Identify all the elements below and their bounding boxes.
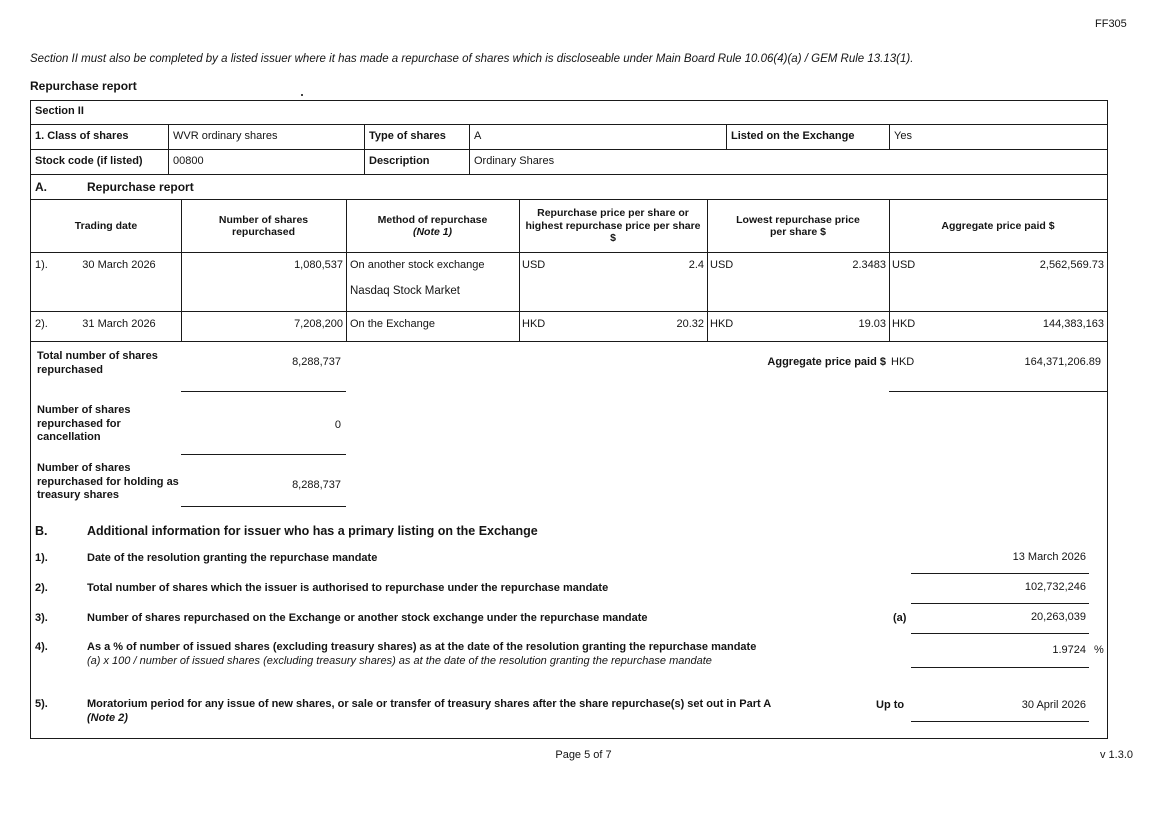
- type-of-shares-label: Type of shares: [369, 130, 446, 142]
- field-underline: [911, 573, 1089, 574]
- moratorium-note: (Note 2): [87, 712, 128, 724]
- col-header-method-note: (Note 1): [412, 226, 453, 238]
- moratorium-value: 30 April 2026: [1021, 699, 1086, 711]
- price-value: 2.4: [688, 259, 704, 271]
- sectionA-heading: Repurchase report: [87, 180, 194, 194]
- lowest-currency: USD: [710, 259, 734, 271]
- price-currency: USD: [522, 259, 546, 271]
- trading-date-cell: 30 March 2026: [82, 259, 156, 271]
- col-header-method-line1: Method of repurchase: [377, 213, 488, 226]
- description-value: Ordinary Shares: [474, 155, 555, 167]
- aggregate-paid-label: Aggregate price paid $: [767, 356, 886, 368]
- percent-issued-shares-formula: (a) x 100 / number of issued shares (excluding treasury shares) as at the date of the resolution granting the repurchase mandate: [87, 655, 712, 667]
- aggregate-currency: HKD: [892, 318, 916, 330]
- sectionB-letter: B.: [35, 524, 48, 538]
- divider: [469, 150, 470, 174]
- section2-header-row: [31, 101, 1107, 125]
- divider: [168, 150, 169, 174]
- method-cell-line1: On the Exchange: [350, 318, 436, 330]
- divider: [364, 150, 365, 174]
- treasury-label: Number of shares repurchased for holding as treasury shares: [37, 462, 179, 501]
- method-cell-line2: Nasdaq Stock Market: [350, 285, 460, 297]
- repurchased-under-mandate-label: Number of shares repurchased on the Exchange or another stock exchange under the repurchase mandate: [87, 612, 648, 624]
- table-row: [31, 253, 1107, 312]
- version-label: v 1.3.0: [1099, 749, 1133, 761]
- class-of-shares-row: [31, 125, 1107, 150]
- table-header-row: [31, 200, 1107, 253]
- col-header-lowest: Lowest repurchase price per share $: [736, 213, 860, 238]
- trading-date-cell: 31 March 2026: [82, 318, 156, 330]
- item-number: 3).: [35, 612, 48, 624]
- lowest-currency: HKD: [710, 318, 734, 330]
- field-underline: [911, 667, 1089, 668]
- authorised-shares-label: Total number of shares which the issuer is authorised to repurchase under the repurchase mandate: [87, 582, 609, 594]
- aggregate-paid-currency: HKD: [891, 356, 915, 368]
- ref-a-marker: (a): [893, 612, 907, 624]
- class-of-shares-label: 1. Class of shares: [35, 130, 129, 142]
- item-number: 4).: [35, 641, 48, 653]
- divider: [346, 253, 347, 311]
- total-shares-value: 8,288,737: [292, 356, 341, 368]
- stock-code-row: [31, 150, 1107, 175]
- item-number: 1).: [35, 552, 48, 564]
- price-cell: [519, 318, 707, 330]
- divider: [469, 125, 470, 149]
- moratorium-label: Moratorium period for any issue of new shares, or sale or transfer of treasury shares after the share repurchase(s) set out in Part A: [87, 698, 772, 710]
- class-of-shares-value: WVR ordinary shares: [173, 130, 278, 142]
- cancellation-value: 0: [334, 419, 341, 431]
- shares-repurchased-cell: 1,080,537: [294, 259, 343, 271]
- stock-code-value: 00800: [173, 155, 204, 167]
- lowest-value: 19.03: [858, 318, 886, 330]
- divider: [168, 125, 169, 149]
- lowest-value: 2.3483: [852, 259, 886, 271]
- page-title: Repurchase report: [30, 79, 137, 93]
- listed-on-exchange-value: Yes: [894, 130, 912, 142]
- authorised-shares-value: 102,732,246: [1024, 581, 1086, 593]
- resolution-date-value: 13 March 2026: [1012, 551, 1086, 563]
- percent-issued-shares-label: As a % of number of issued shares (excluding treasury shares) as at the date of the resolution granting the repurchase mandate: [87, 641, 757, 653]
- stray-dot: [301, 94, 303, 96]
- treasury-underline: [181, 506, 346, 507]
- divider: [726, 125, 727, 149]
- field-underline: [911, 633, 1089, 634]
- listed-on-exchange-label: Listed on the Exchange: [731, 130, 855, 142]
- shares-repurchased-cell: 7,208,200: [294, 318, 343, 330]
- field-underline: [911, 603, 1089, 604]
- total-shares-label: Total number of shares repurchased: [37, 350, 158, 376]
- sectionB-heading: Additional information for issuer who has a primary listing on the Exchange: [87, 524, 538, 538]
- col-header-price: Repurchase price per share or highest repurchase price per share $: [525, 207, 701, 245]
- col-header-shares: Number of shares repurchased: [218, 213, 309, 238]
- table-row: [31, 312, 1107, 342]
- col-header-aggregate: Aggregate price paid $: [941, 219, 1055, 232]
- field-underline: [911, 721, 1089, 722]
- percent-sign: %: [1094, 644, 1104, 656]
- item-number: 2).: [35, 582, 48, 594]
- aggregate-value: 2,562,569.73: [1039, 259, 1104, 271]
- up-to-label: Up to: [876, 699, 905, 711]
- cancellation-underline: [181, 454, 346, 455]
- price-cell: [519, 259, 707, 271]
- price-currency: HKD: [522, 318, 546, 330]
- lowest-price-cell: [707, 318, 889, 330]
- lowest-price-cell: [707, 259, 889, 271]
- price-value: 20.32: [676, 318, 704, 330]
- aggregate-value: 144,383,163: [1042, 318, 1104, 330]
- aggregate-currency: USD: [892, 259, 916, 271]
- col-header-method: [346, 200, 519, 252]
- sectionA-heading-row: [31, 175, 1107, 200]
- resolution-date-label: Date of the resolution granting the repurchase mandate: [87, 552, 378, 564]
- section2-header: Section II: [35, 105, 84, 117]
- item-number: 5).: [35, 698, 48, 710]
- cancellation-label: Number of shares repurchased for cancellation: [37, 404, 131, 443]
- sectionA-letter: A.: [35, 180, 47, 194]
- page-number: Page 5 of 7: [555, 749, 612, 761]
- aggregate-paid-value: 164,371,206.89: [1024, 356, 1101, 368]
- treasury-value: 8,288,737: [292, 479, 341, 491]
- aggregate-cell: [889, 318, 1107, 330]
- form-code: FF305: [1095, 18, 1127, 30]
- repurchased-under-mandate-value: 20,263,039: [1030, 611, 1086, 623]
- col-header-trading-date: Trading date: [74, 219, 138, 232]
- divider: [364, 125, 365, 149]
- method-cell-line1: On another stock exchange: [350, 259, 485, 271]
- divider: [346, 312, 347, 341]
- row-number: 2).: [35, 318, 48, 330]
- description-label: Description: [369, 155, 430, 167]
- aggregate-cell: [889, 259, 1107, 271]
- divider: [889, 125, 890, 149]
- stock-code-label: Stock code (if listed): [35, 155, 143, 167]
- intro-note: Section II must also be completed by a listed issuer where it has made a repurchase of shares which is discloseable under Main Board Rule 10.06(4)(a) / GEM Rule 13.13(1).: [30, 53, 914, 65]
- row-number: 1).: [35, 259, 48, 271]
- percent-issued-shares-value: 1.9724: [1052, 644, 1086, 656]
- repurchase-form-table: [30, 100, 1108, 739]
- total-shares-underline: [181, 391, 346, 392]
- aggregate-paid-underline: [889, 391, 1107, 392]
- type-of-shares-value: A: [474, 130, 482, 142]
